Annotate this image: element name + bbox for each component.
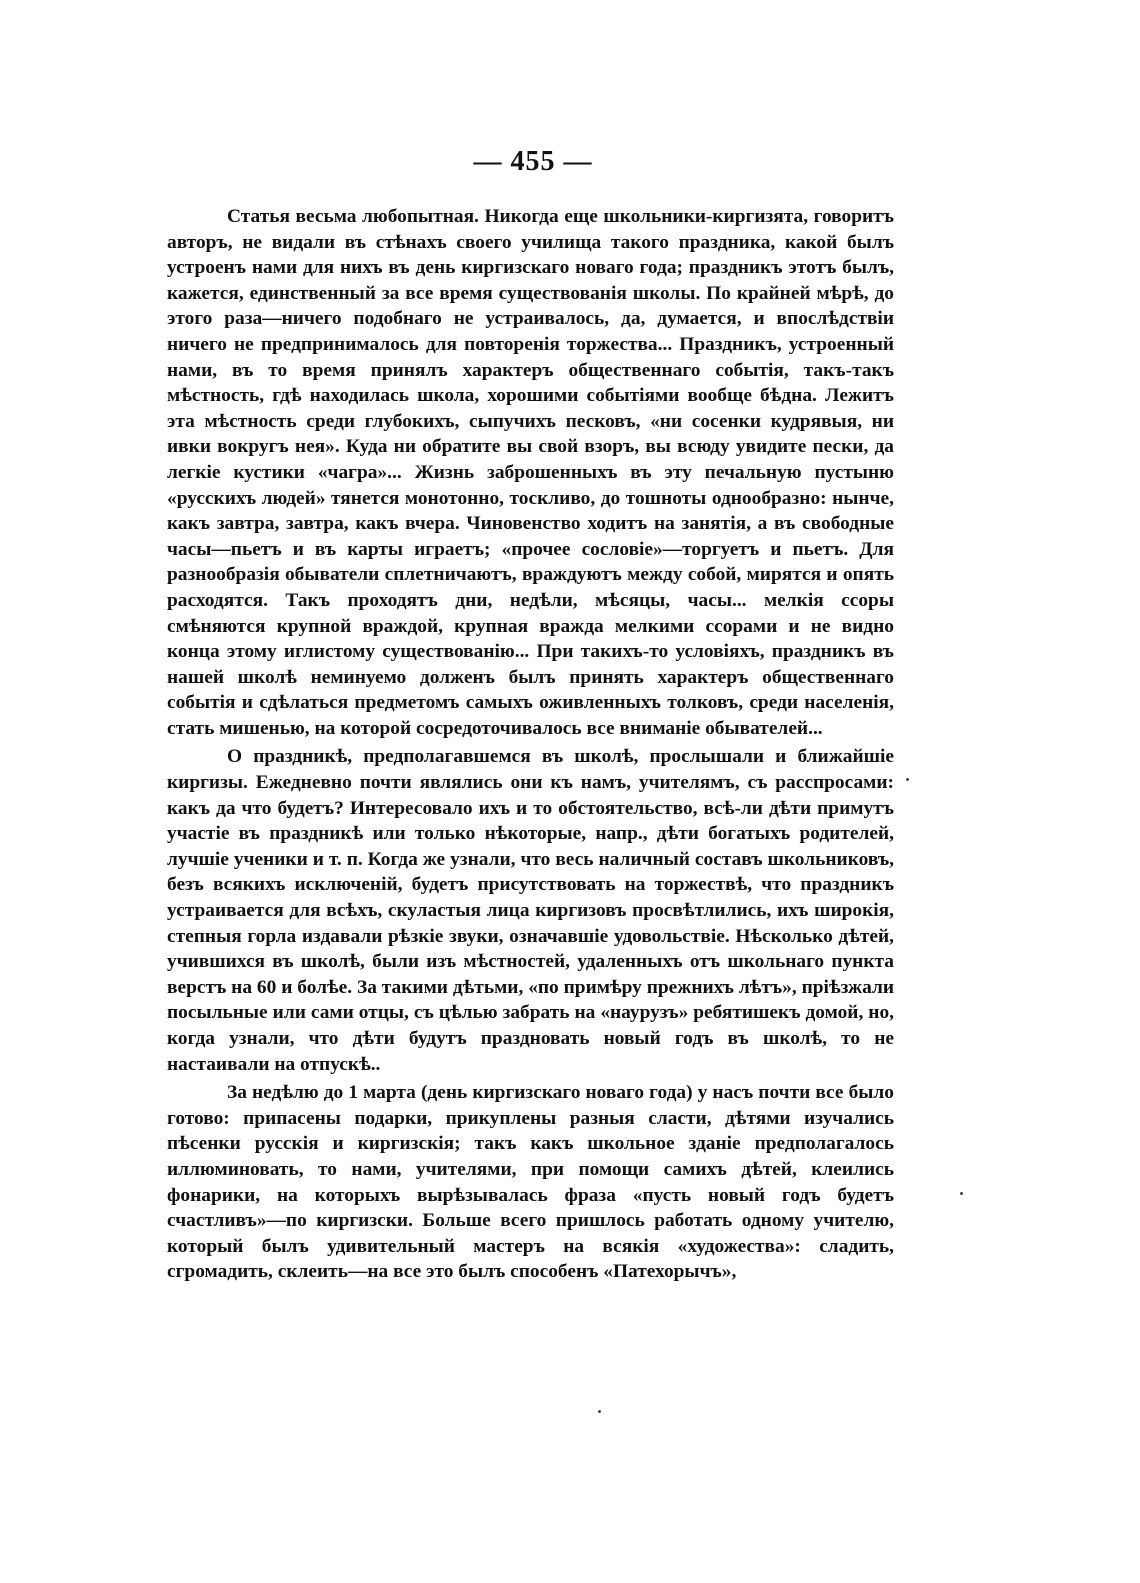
page-number: — 455 — — [473, 146, 593, 177]
paragraph-3: За недѣлю до 1 марта (день киргизскаго новаго года) у насъ почти все было готово: припасены подарки, прикуплены разныя сласти, дѣтями изучались пѣсенки русскія и киргизскія; такъ какъ школьное зданіе предполагалось иллюминовать, то нами, учителями, при помощи самихъ дѣтей, клеились фонарики, на которыхъ вырѣзывалась фраза «пусть новый годъ будетъ счастливъ»—по киргизски. Больше всего пришлось работать одному учителю, который былъ удивительный мастеръ на всякія «художества»: сладить, сгромадить, склеить—на все это былъ способенъ «Патехорычъ», — [167, 1082, 894, 1283]
paragraph-2: О праздникѣ, предполагавшемся въ школѣ, прослышали и ближайшіе киргизы. Ежедневно почти являлись они къ намъ, учителямъ, съ расспросами: какъ да что будетъ? Интересовало ихъ и то обстоятельство, всѣ-ли дѣти примутъ участіе въ праздникѣ или только нѣкоторые, напр., дѣти богатыхъ родителей, лучшіе ученики и т. п. Когда же узнали, что весь наличный составъ школьниковъ, безъ всякихъ исключеній, будетъ присутствовать на торжествѣ, что праздникъ устраивается для всѣхъ, скуластыя лица киргизовъ просвѣтлились, ихъ широкія, степныя горла издавали рѣзкіе звуки, означавшіе удовольствіе. Нѣсколько дѣтей, учившихся въ школѣ, были изъ мѣстностей, удаленныхъ отъ школьнаго пункта верстъ на 60 и болѣе. За такими дѣтьми, «по примѣру прежнихъ лѣтъ», пріѣзжали посыльные или сами отцы, съ цѣлью забрать на «наурузъ» ребятишекъ домой, но, когда узнали, что дѣти будутъ праздновать новый годъ въ школѣ, то не настаивали на отпускѣ.. — [167, 746, 894, 1075]
print-speck — [598, 1410, 601, 1413]
body-text — [167, 204, 894, 1285]
print-speck — [960, 1192, 963, 1195]
print-speck — [906, 778, 909, 781]
paragraph-1: Статья весьма любопытная. Никогда еще школьники-киргизята, говоритъ авторъ, не видали въ стѣнахъ своего училища такого праздника, какой былъ устроенъ нами для нихъ въ день киргизскаго новаго года; праздникъ этотъ былъ, кажется, единственный за все время существованія школы. По крайней мѣрѣ, до этого раза—ничего подобнаго не устраивалось, да, думается, и впослѣдствіи ничего не предпринималось для повторенія торжества... Праздникъ, устроенный нами, въ то время принялъ характеръ общественнаго событія, такъ-такъ мѣстность, гдѣ находилась школа, хорошими событіями вообще бѣдна. Лежитъ эта мѣстность среди глубокихъ, сыпучихъ песковъ, «ни сосенки кудрявыя, ни ивки вокругъ нея». Куда ни обратите вы свой взоръ, вы всюду увидите пески, да легкіе кустики «чагра»... Жизнь заброшенныхъ въ эту печальную пустыню «русскихъ людей» тянется монотонно, тоскливо, до тошноты однообразно: нынче, какъ завтра, завтра, какъ вчера. Чиновенство ходитъ на занятія, а въ свободные часы—пьетъ и въ карты играетъ; «прочее сословіе»—торгуетъ и пьетъ. Для разнообразія обыватели сплетничаютъ, враждуютъ между собой, мирятся и опять расходятся. Такъ проходятъ дни, недѣли, мѣсяцы, часы... мелкія ссоры смѣняются крупной враждой, крупная вражда мелкими ссорами и не видно конца этому иглистому существованію... При такихъ-то условіяхъ, праздникъ въ нашей школѣ неминуемо долженъ былъ принять характеръ общественнаго событія и сдѣлаться предметомъ самыхъ оживленныхъ толковъ, среди населенія, стать мишенью, на которой сосредоточивалось все вниманіе обывателей... — [167, 206, 894, 739]
